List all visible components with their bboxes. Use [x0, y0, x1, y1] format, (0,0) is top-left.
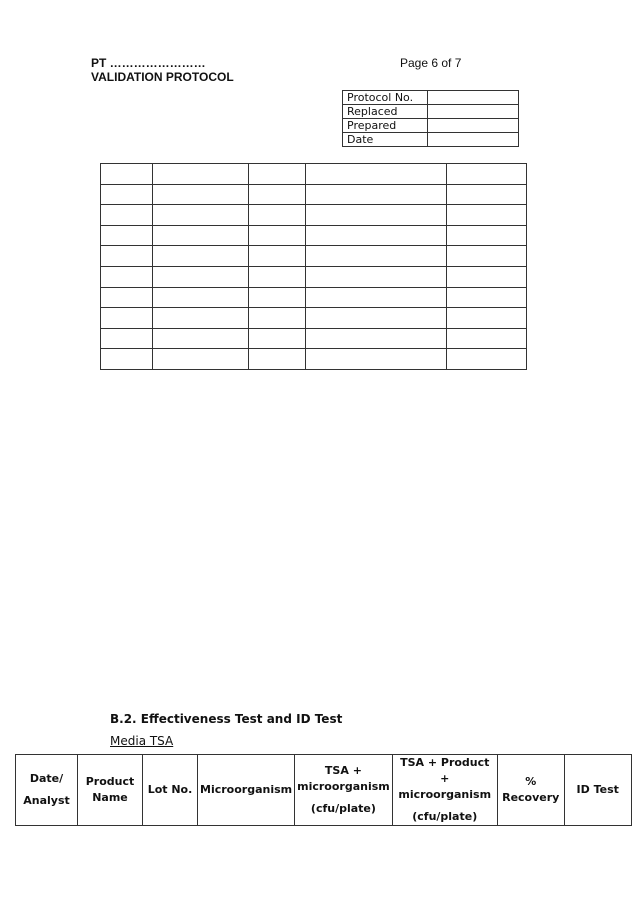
blank-record-cell — [447, 205, 527, 226]
blank-record-row — [101, 205, 527, 226]
blank-record-row — [101, 225, 527, 246]
header-date-analyst — [16, 755, 78, 826]
blank-record-cell — [153, 225, 249, 246]
blank-record-cell — [101, 308, 153, 329]
blank-record-row — [101, 164, 527, 185]
blank-record-cell — [101, 287, 153, 308]
header-text: % — [525, 775, 537, 788]
header-microorganism — [198, 755, 295, 826]
page-number: Page 6 of 7 — [400, 56, 462, 70]
blank-record-cell — [447, 184, 527, 205]
header-text: ID Test — [576, 783, 619, 796]
section-title: B.2. Effectiveness Test and ID Test — [110, 712, 343, 726]
blank-record-body — [101, 164, 527, 370]
blank-record-cell — [306, 308, 447, 329]
blank-record-cell — [306, 184, 447, 205]
header-recovery — [497, 755, 564, 826]
protocol-no-value — [428, 91, 519, 105]
protocol-row — [343, 105, 519, 119]
blank-record-cell — [153, 287, 249, 308]
blank-record-cell — [153, 349, 249, 370]
prepared-value — [428, 119, 519, 133]
blank-record-cell — [249, 287, 306, 308]
blank-record-cell — [153, 184, 249, 205]
header-text: Analyst — [23, 794, 70, 807]
blank-record-row — [101, 287, 527, 308]
protocol-row — [343, 91, 519, 105]
header-text: (cfu/plate) — [412, 810, 478, 823]
blank-record-cell — [249, 349, 306, 370]
date-value — [428, 133, 519, 147]
header-text: Date/ — [29, 772, 64, 785]
blank-record-cell — [447, 225, 527, 246]
blank-record-cell — [447, 349, 527, 370]
header-text: TSA + — [324, 764, 362, 777]
prepared-label: Prepared — [343, 119, 428, 133]
blank-record-cell — [249, 225, 306, 246]
effectiveness-header-row — [16, 755, 632, 826]
header-text: microorganism — [297, 780, 390, 793]
blank-record-cell — [249, 164, 306, 185]
blank-record-cell — [447, 266, 527, 287]
blank-record-cell — [249, 266, 306, 287]
blank-record-cell — [306, 349, 447, 370]
blank-record-cell — [153, 205, 249, 226]
header-id-test — [564, 755, 631, 826]
section-subtitle: Media TSA — [110, 734, 174, 748]
replaced-value — [428, 105, 519, 119]
blank-record-cell — [249, 328, 306, 349]
replaced-label: Replaced — [343, 105, 428, 119]
blank-record-row — [101, 328, 527, 349]
blank-record-cell — [101, 349, 153, 370]
blank-record-cell — [306, 225, 447, 246]
blank-record-cell — [249, 205, 306, 226]
blank-record-row — [101, 349, 527, 370]
blank-record-cell — [447, 287, 527, 308]
blank-record-row — [101, 308, 527, 329]
blank-record-cell — [101, 205, 153, 226]
blank-record-cell — [306, 266, 447, 287]
blank-record-cell — [306, 164, 447, 185]
blank-record-cell — [153, 328, 249, 349]
effectiveness-table — [15, 754, 632, 826]
header-text: Name — [92, 791, 128, 804]
header-lot-no — [143, 755, 198, 826]
blank-record-cell — [153, 308, 249, 329]
blank-record-cell — [101, 246, 153, 267]
protocol-no-label: Protocol No. — [343, 91, 428, 105]
blank-record-cell — [306, 287, 447, 308]
header-text: (cfu/plate) — [310, 802, 376, 815]
blank-record-cell — [306, 205, 447, 226]
blank-record-cell — [101, 164, 153, 185]
header-text: microorganism — [398, 788, 492, 801]
header-text: TSA + Product + — [400, 756, 490, 785]
blank-record-cell — [101, 184, 153, 205]
blank-record-row — [101, 246, 527, 267]
blank-record-cell — [249, 246, 306, 267]
blank-record-cell — [447, 328, 527, 349]
blank-record-cell — [153, 246, 249, 267]
header-product-name — [78, 755, 143, 826]
protocol-row — [343, 133, 519, 147]
header-text: Product — [85, 775, 135, 788]
blank-record-cell — [447, 164, 527, 185]
date-label: Date — [343, 133, 428, 147]
header-tsa-product-microorganism — [392, 755, 497, 826]
blank-record-table — [100, 163, 527, 370]
blank-record-cell — [447, 246, 527, 267]
blank-record-cell — [153, 266, 249, 287]
blank-record-cell — [101, 328, 153, 349]
header-pt-label: PT …………………… — [91, 56, 206, 70]
blank-record-cell — [306, 328, 447, 349]
document-title: VALIDATION PROTOCOL — [91, 70, 234, 84]
protocol-info-table — [342, 90, 519, 147]
protocol-row — [343, 119, 519, 133]
blank-record-cell — [249, 308, 306, 329]
blank-record-cell — [101, 266, 153, 287]
blank-record-cell — [447, 308, 527, 329]
header-tsa-microorganism — [295, 755, 393, 826]
header-text: Microorganism — [200, 783, 293, 796]
blank-record-cell — [101, 225, 153, 246]
blank-record-row — [101, 266, 527, 287]
blank-record-cell — [249, 184, 306, 205]
blank-record-cell — [153, 164, 249, 185]
blank-record-row — [101, 184, 527, 205]
blank-record-cell — [306, 246, 447, 267]
header-text: Recovery — [502, 791, 560, 804]
header-text: Lot No. — [147, 783, 193, 796]
